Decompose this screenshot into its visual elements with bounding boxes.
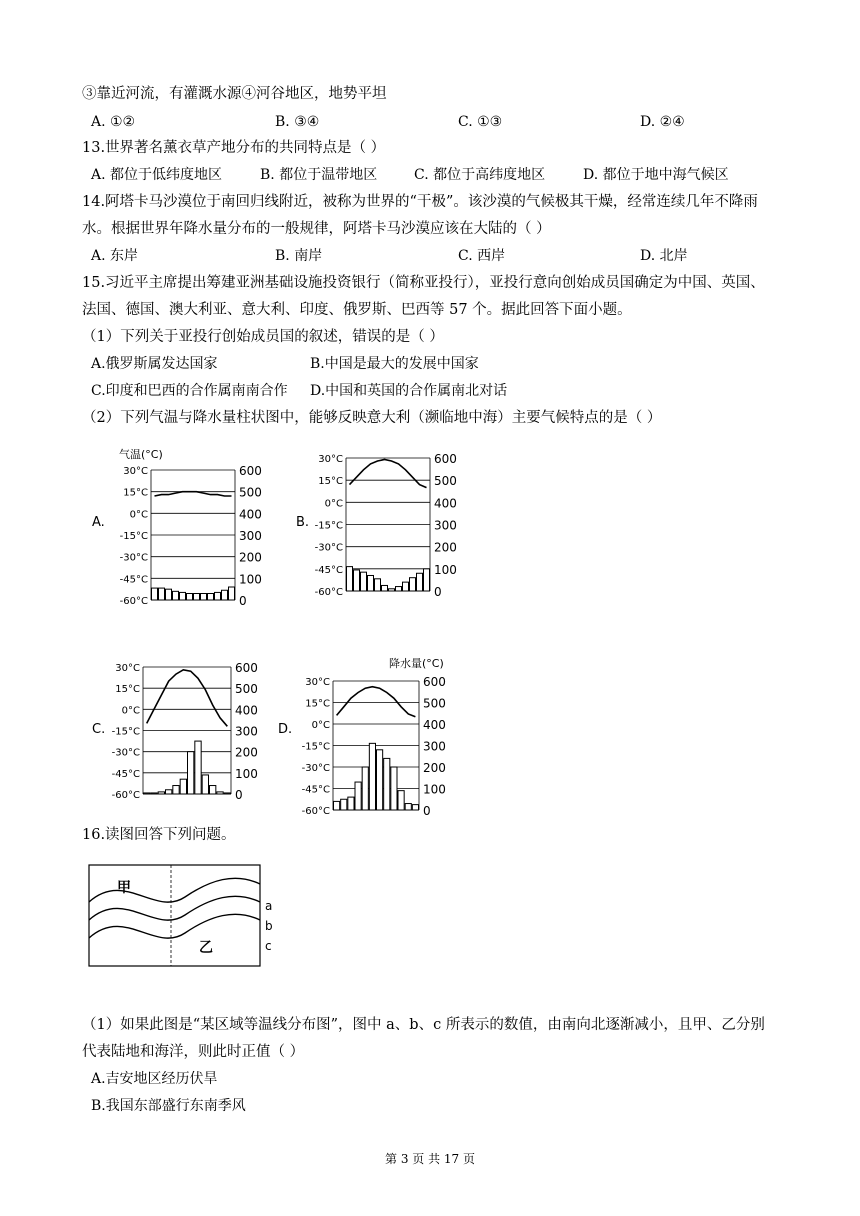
precip-tick-label: 600	[423, 675, 446, 689]
precip-bar	[341, 799, 347, 810]
precip-bar	[424, 569, 430, 591]
temp-tick-label: 30°C	[305, 677, 330, 688]
temp-tick-label: -60°C	[119, 596, 148, 605]
precip-tick-label: 400	[235, 703, 258, 718]
q15-sub1: （1）下列关于亚投行创始成员国的叙述，错误的是（ ）	[82, 329, 444, 345]
climate-chart-a	[115, 445, 275, 605]
map-label-a: a	[265, 899, 273, 913]
chart-d-label[interactable]: D.	[278, 722, 293, 737]
temperature-line	[147, 670, 228, 727]
precip-tick-label: 100	[235, 766, 258, 781]
temp-tick-label: 0°C	[324, 498, 343, 510]
precip-tick-label: 500	[235, 682, 258, 697]
q15-stem-line1: 15.习近平主席提出筹建亚洲基础设施投资银行（简称亚投行），亚投行意向创始成员国确定为中国、英国、	[82, 275, 765, 291]
precip-bar	[398, 791, 404, 810]
q13-option-c[interactable]: C. 都位于高纬度地区	[414, 167, 546, 183]
q16-option-a[interactable]: A.吉安地区经历伏旱	[91, 1071, 218, 1087]
temp-tick-label: -60°C	[301, 806, 330, 817]
isotherm-map	[85, 862, 285, 972]
precip-tick-label: 0	[423, 804, 431, 818]
q13-stem: 13.世界著名薰衣草产地分布的共同特点是（ ）	[82, 140, 386, 156]
precip-tick-label: 200	[235, 745, 258, 760]
precip-tick-label: 0	[239, 594, 247, 605]
precip-bar	[375, 579, 381, 591]
precip-bar	[180, 779, 186, 794]
chart-b-label[interactable]: B.	[296, 515, 310, 530]
temp-tick-label: 0°C	[311, 720, 330, 731]
temp-tick-label: 0°C	[121, 705, 140, 717]
precip-tick-label: 100	[239, 572, 262, 587]
precip-tick-label: 500	[423, 696, 446, 711]
q12-option-a[interactable]: A. ①②	[91, 114, 136, 130]
precip-tick-label: 200	[423, 761, 446, 775]
precip-bar	[159, 588, 165, 600]
q15-stem-line2: 法国、德国、澳大利亚、意大利、印度、俄罗斯、巴西等 57 个。据此回答下面小题。	[82, 302, 632, 318]
precip-tick-label: 100	[434, 562, 457, 577]
precip-bar	[152, 588, 158, 600]
precip-bar	[382, 585, 388, 591]
precip-bar	[355, 782, 361, 810]
precip-bar	[208, 594, 214, 601]
precip-bar	[173, 591, 179, 600]
precip-bar	[389, 589, 395, 591]
precip-bar	[180, 592, 186, 600]
temp-tick-label: -60°C	[111, 790, 140, 801]
q15-sub1-option-d[interactable]: D.中国和英国的合作属南北对话	[310, 383, 508, 399]
precip-bar	[151, 793, 157, 794]
precip-bar	[187, 594, 193, 601]
precip-bar	[217, 792, 223, 794]
map-label-c: c	[265, 939, 272, 953]
q16-stem: 16.读图回答下列问题。	[82, 827, 236, 843]
temp-tick-label: 15°C	[318, 476, 343, 488]
precip-bar	[361, 572, 367, 591]
temp-tick-label: 30°C	[115, 663, 140, 674]
map-label-jia: 甲	[117, 880, 131, 896]
precip-bar	[201, 594, 207, 601]
q16-sub1-line2: 代表陆地和海洋，则此时正值（ ）	[82, 1044, 305, 1060]
precip-tick-label: 400	[239, 507, 262, 522]
precip-bar	[202, 775, 208, 794]
temp-tick-label: -30°C	[301, 763, 330, 774]
precip-tick-label: 600	[235, 661, 258, 675]
q15-sub1-option-a[interactable]: A.俄罗斯属发达国家	[91, 356, 218, 372]
temp-tick-label: 15°C	[123, 487, 148, 499]
precip-tick-label: 400	[423, 718, 446, 732]
precip-tick-label: 100	[423, 782, 446, 797]
temp-tick-label: -45°C	[314, 564, 343, 576]
temp-tick-label: -60°C	[314, 587, 343, 598]
precip-bar	[347, 567, 353, 591]
temp-tick-label: -45°C	[111, 768, 140, 780]
precip-bar	[391, 767, 397, 810]
temp-tick-label: -45°C	[301, 784, 330, 796]
map-label-yi: 乙	[199, 940, 213, 956]
climate-chart-c	[107, 655, 277, 805]
precip-bar	[158, 792, 164, 794]
precip-tick-label: 200	[434, 540, 457, 555]
precip-bar	[348, 797, 354, 810]
temp-tick-label: -15°C	[119, 531, 148, 542]
q15-sub2: （2）下列气温与降水量柱状图中，能够反映意大利（濒临地中海）主要气候特点的是（ ）	[82, 410, 662, 426]
precip-tick-label: 300	[235, 724, 258, 739]
temperature-line	[337, 687, 416, 717]
precip-tick-label: 300	[423, 739, 446, 754]
q12-option-b[interactable]: B. ③④	[275, 114, 320, 130]
precip-bar	[229, 587, 235, 600]
precip-bar	[166, 589, 172, 600]
chart-c-label[interactable]: C.	[92, 722, 106, 737]
precip-bar	[144, 793, 150, 794]
q13-option-d[interactable]: D. 都位于地中海气候区	[583, 167, 729, 183]
temp-tick-label: 0°C	[129, 509, 148, 521]
precip-tick-label: 400	[434, 496, 457, 511]
precip-tick-label: 600	[239, 464, 262, 478]
precip-bar	[215, 592, 221, 600]
q12-option-d[interactable]: D. ②④	[640, 114, 685, 130]
precip-bar	[188, 752, 194, 794]
temp-tick-label: 15°C	[305, 698, 330, 710]
q14-stem-line1: 14.阿塔卡马沙漠位于南回归线附近，被称为世界的“干极”。该沙漠的气候极其干燥，经常连续几年不降雨	[82, 194, 758, 210]
q14-option-a[interactable]: A. 东岸	[91, 248, 139, 264]
precip-tick-label: 500	[239, 485, 262, 500]
q14-stem-line2: 水。根据世界年降水量分布的一般规律，阿塔卡马沙漠应该在大陆的（ ）	[82, 221, 551, 237]
precip-bar	[173, 786, 179, 794]
climate-chart-d	[293, 655, 473, 820]
precip-bar	[334, 801, 340, 810]
temp-tick-label: -45°C	[119, 574, 148, 586]
q14-option-d[interactable]: D. 北岸	[640, 248, 688, 264]
precip-bar	[166, 790, 172, 794]
temperature-line	[155, 492, 232, 496]
precip-tick-label: 500	[434, 474, 457, 489]
precip-tick-label: 600	[434, 452, 457, 466]
q14-option-c[interactable]: C. 西岸	[458, 248, 506, 264]
precip-tick-label: 0	[235, 788, 243, 802]
q13-option-a[interactable]: A. 都位于低纬度地区	[91, 167, 223, 183]
precip-bar	[222, 590, 228, 600]
precip-bar	[368, 575, 374, 591]
precip-bar	[417, 573, 423, 591]
map-label-b: b	[265, 919, 273, 933]
precip-bar	[369, 743, 375, 810]
q14-option-b[interactable]: B. 南岸	[275, 248, 323, 264]
temp-tick-label: -15°C	[301, 741, 330, 753]
temperature-line	[350, 460, 427, 488]
precip-tick-label: 300	[239, 529, 262, 543]
temp-tick-label: -30°C	[111, 747, 140, 759]
precip-tick-label: 0	[434, 585, 442, 599]
precip-bar	[377, 750, 383, 810]
precip-bar	[224, 793, 230, 794]
precip-bar	[410, 578, 416, 591]
chart-a-label[interactable]: A.	[92, 515, 105, 530]
precip-bar	[403, 582, 409, 591]
temp-tick-label: 30°C	[123, 466, 148, 477]
precip-bar	[354, 570, 360, 591]
temp-tick-label: 15°C	[115, 684, 140, 696]
q13-option-b[interactable]: B. 都位于温带地区	[260, 167, 378, 183]
temp-tick-label: -15°C	[314, 520, 343, 532]
q15-sub1-option-b[interactable]: B.中国是最大的发展中国家	[310, 356, 479, 372]
q15-sub1-option-c[interactable]: C.印度和巴西的合作属南南合作	[91, 383, 288, 399]
q16-option-b[interactable]: B.我国东部盛行东南季风	[91, 1098, 246, 1114]
precip-bar	[194, 594, 200, 601]
precip-tick-label: 200	[239, 550, 262, 565]
precip-bar	[412, 805, 418, 810]
climate-chart-b	[310, 445, 480, 605]
q16-sub1-line1: （1）如果此图是“某区域等温线分布图”，图中 a、b、c 所表示的数值，由南向北逐渐减小，且甲、乙分别	[82, 1017, 765, 1033]
precip-bar	[362, 767, 368, 810]
q12-option-c[interactable]: C. ①③	[458, 114, 503, 130]
precip-bar	[195, 741, 201, 794]
precip-axis-title: 降水量(°C)	[389, 657, 444, 670]
temp-axis-title: 气温(°C)	[119, 448, 163, 461]
temp-tick-label: -30°C	[119, 552, 148, 564]
temp-tick-label: 30°C	[318, 454, 343, 465]
precip-bar	[396, 587, 402, 591]
page-footer: 第 3 页 共 17 页	[385, 1152, 475, 1166]
q12-stem-tail: ③靠近河流，有灌溉水源④河谷地区，地势平坦	[82, 86, 387, 102]
precip-bar	[210, 786, 216, 794]
temp-tick-label: -15°C	[111, 726, 140, 738]
precip-tick-label: 300	[434, 518, 457, 533]
precip-bar	[405, 804, 411, 810]
temp-tick-label: -30°C	[314, 542, 343, 554]
precip-bar	[384, 758, 390, 810]
